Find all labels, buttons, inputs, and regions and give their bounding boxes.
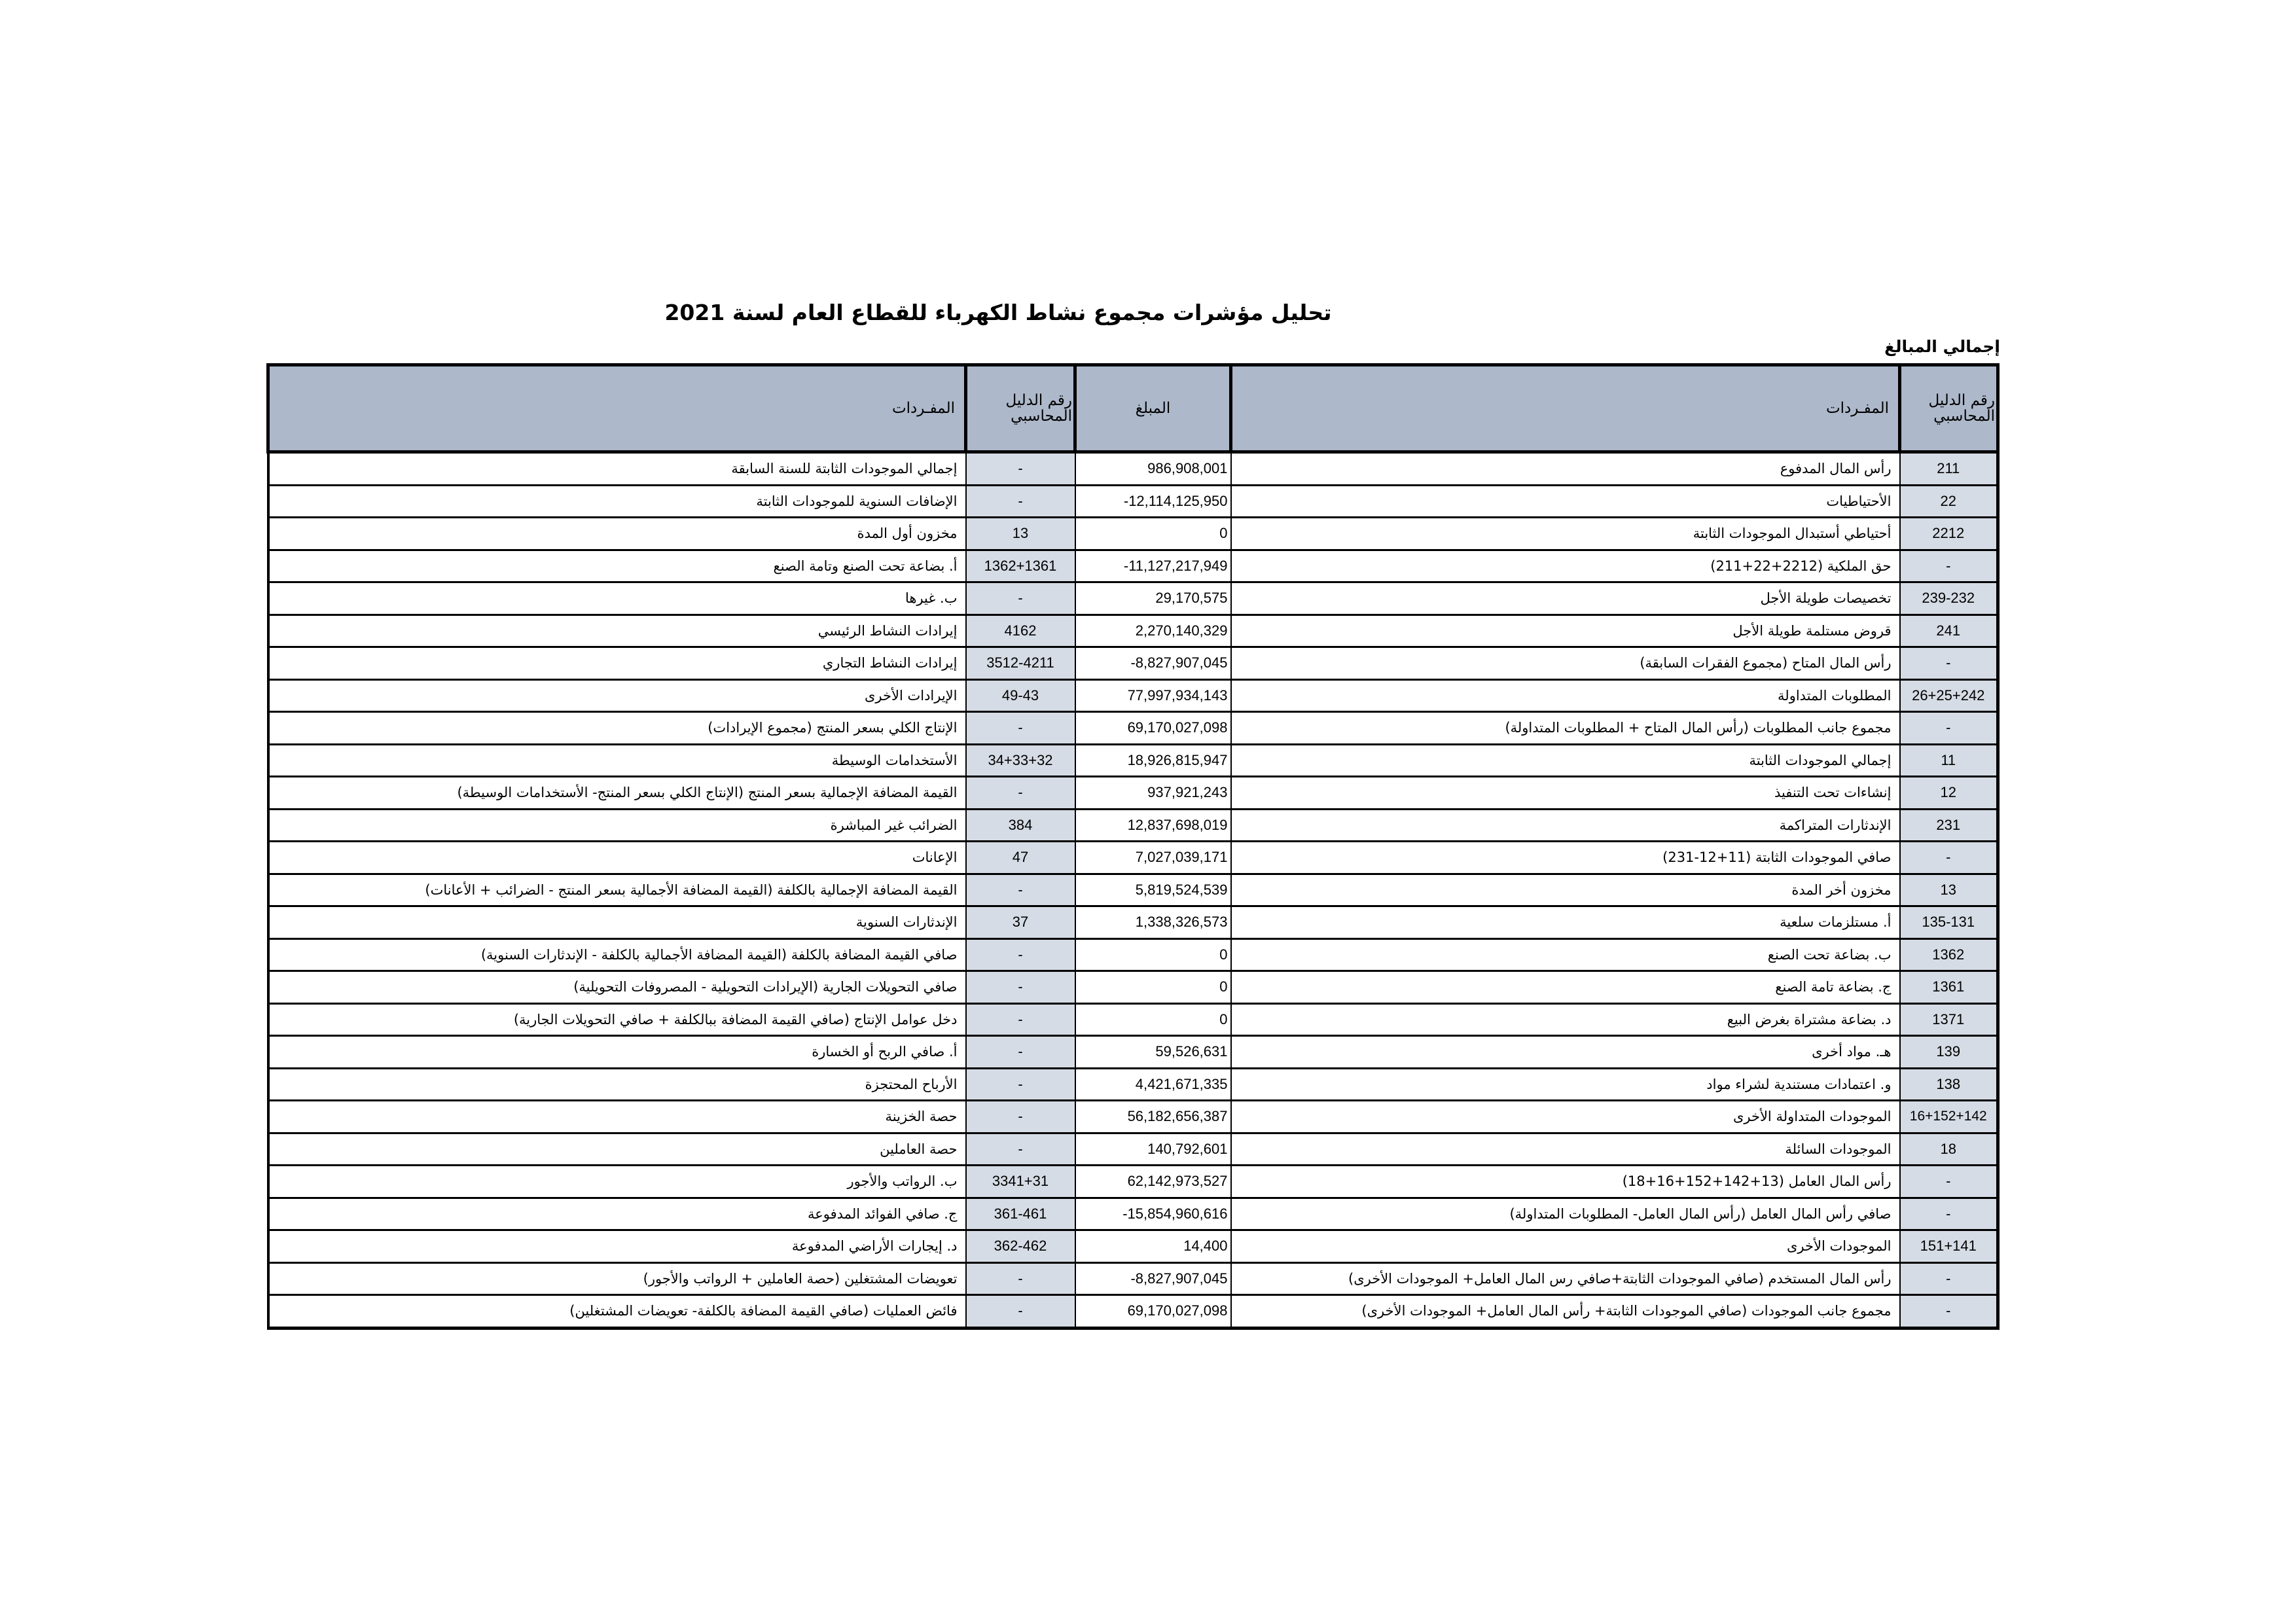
right-account-code-cell: 231: [1900, 809, 1998, 842]
right-item-cell: هـ. مواد أخرى: [1231, 1036, 1900, 1069]
amounts-caption: إجمالي المبالغ: [1884, 337, 2000, 356]
right-account-code-cell: 151+141: [1900, 1230, 1998, 1263]
header-right-account-code: رقم الدليل المحاسبي: [1900, 365, 1998, 452]
left-item-cell: إجمالي الموجودات الثابتة للسنة السابقة: [268, 452, 966, 486]
right-item-cell: و. اعتمادات مستندية لشراء مواد: [1231, 1068, 1900, 1101]
left-item-cell: القيمة المضافة الإجمالية بسعر المنتج (الإنتاج الكلي بسعر المنتج- الأستخدامات الوسيطة): [268, 777, 966, 810]
header-left-items: المفـردات: [268, 365, 966, 452]
left-item-cell: صافي القيمة المضافة بالكلفة (القيمة المضافة الأجمالية بالكلفة - الإندثارات السنوية): [268, 938, 966, 971]
right-account-code-cell: 211: [1900, 452, 1998, 486]
left-account-code-cell: -: [966, 1133, 1075, 1166]
left-account-code-cell: -: [966, 582, 1075, 615]
right-account-code-cell: 135-131: [1900, 906, 1998, 939]
left-item-cell: ج. صافي الفوائد المدفوعة: [268, 1198, 966, 1230]
left-account-code-cell: 1362+1361: [966, 550, 1075, 582]
table-row: [268, 777, 1998, 810]
right-item-cell: الإندثارات المتراكمة: [1231, 809, 1900, 842]
table-header-row: [268, 365, 1998, 452]
table-row: [268, 842, 1998, 874]
amount-cell: 0: [1075, 518, 1231, 550]
table-row: [268, 1198, 1998, 1230]
left-account-code-cell: -: [966, 1101, 1075, 1133]
right-account-code-cell: 22: [1900, 485, 1998, 518]
left-account-code-cell: 47: [966, 842, 1075, 874]
left-item-cell: الإندثارات السنوية: [268, 906, 966, 939]
table-row: [268, 1295, 1998, 1329]
right-item-cell: أ. مستلزمات سلعية: [1231, 906, 1900, 939]
right-item-cell: حق الملكية (2212+22+211): [1231, 550, 1900, 582]
left-item-cell: إيرادات النشاط التجاري: [268, 647, 966, 680]
right-account-code-cell: -: [1900, 1166, 1998, 1198]
table-row: [268, 550, 1998, 582]
left-item-cell: صافي التحويلات الجارية (الإيرادات التحويلية - المصروفات التحويلية): [268, 971, 966, 1004]
left-account-code-cell: -: [966, 971, 1075, 1004]
right-item-cell: الموجودات المتداولة الأخرى: [1231, 1101, 1900, 1133]
amount-cell: 77,997,934,143: [1075, 679, 1231, 712]
amount-cell: 12,837,698,019: [1075, 809, 1231, 842]
report-title: تحليل مؤشرات مجموع نشاط الكهرباء للقطاع العام لسنة 2021: [664, 300, 1332, 325]
right-account-code-cell: 1361: [1900, 971, 1998, 1004]
left-item-cell: أ. صافي الربح أو الخسارة: [268, 1036, 966, 1069]
table-row: [268, 485, 1998, 518]
right-item-cell: صافي الموجودات الثابتة (11+12-231): [1231, 842, 1900, 874]
right-account-code-cell: -: [1900, 712, 1998, 745]
amount-cell: 59,526,631: [1075, 1036, 1231, 1069]
right-item-cell: رأس المال المتاح (مجموع الفقرات السابقة): [1231, 647, 1900, 680]
right-item-cell: رأس المال العامل (13+142+152+16+18): [1231, 1166, 1900, 1198]
amount-cell: 0: [1075, 938, 1231, 971]
table-row: [268, 615, 1998, 647]
left-item-cell: دخل عوامل الإنتاج (صافي القيمة المضافة ببالكلفة + صافي التحويلات الجارية): [268, 1003, 966, 1036]
table-row: [268, 1101, 1998, 1133]
right-account-code-cell: 13: [1900, 874, 1998, 906]
left-account-code-cell: -: [966, 777, 1075, 810]
header-left-account-code: رقم الدليل المحاسبي: [966, 365, 1075, 452]
left-account-code-cell: 3341+31: [966, 1166, 1075, 1198]
amount-cell: 62,142,973,527: [1075, 1166, 1231, 1198]
left-account-code-cell: 13: [966, 518, 1075, 550]
right-item-cell: الموجودات الأخرى: [1231, 1230, 1900, 1263]
left-account-code-cell: -: [966, 1036, 1075, 1069]
left-item-cell: القيمة المضافة الإجمالية بالكلفة (القيمة المضافة الأجمالية بسعر المنتج - الضرائب + الأعانات): [268, 874, 966, 906]
right-item-cell: مخزون أخر المدة: [1231, 874, 1900, 906]
left-account-code-cell: 37: [966, 906, 1075, 939]
right-item-cell: مجموع جانب الموجودات (صافي الموجودات الثابتة+ رأس المال العامل+ الموجودات الأخرى): [1231, 1295, 1900, 1329]
left-account-code-cell: -: [966, 452, 1075, 486]
left-item-cell: الأستخدامات الوسيطة: [268, 744, 966, 777]
table-row: [268, 712, 1998, 745]
left-account-code-cell: 3512-4211: [966, 647, 1075, 680]
table-row: [268, 971, 1998, 1004]
table-row: [268, 809, 1998, 842]
table-row: [268, 1068, 1998, 1101]
table-row: [268, 679, 1998, 712]
amount-cell: 14,400: [1075, 1230, 1231, 1263]
left-item-cell: الإضافات السنوية للموجودات الثابتة: [268, 485, 966, 518]
amount-cell: 29,170,575: [1075, 582, 1231, 615]
indicators-table: [266, 363, 2000, 1330]
right-account-code-cell: -: [1900, 647, 1998, 680]
left-account-code-cell: 34+33+32: [966, 744, 1075, 777]
amount-cell: 69,170,027,098: [1075, 712, 1231, 745]
amount-cell: 140,792,601: [1075, 1133, 1231, 1166]
amount-cell: 0: [1075, 1003, 1231, 1036]
table-row: [268, 1230, 1998, 1263]
left-account-code-cell: -: [966, 1068, 1075, 1101]
right-account-code-cell: 11: [1900, 744, 1998, 777]
right-item-cell: الموجودات السائلة: [1231, 1133, 1900, 1166]
table-row: [268, 1003, 1998, 1036]
right-account-code-cell: -: [1900, 1198, 1998, 1230]
left-item-cell: إيرادات النشاط الرئيسي: [268, 615, 966, 647]
table-row: [268, 938, 1998, 971]
right-account-code-cell: 26+25+242: [1900, 679, 1998, 712]
left-account-code-cell: 384: [966, 809, 1075, 842]
left-item-cell: حصة الخزينة: [268, 1101, 966, 1133]
left-account-code-cell: -: [966, 938, 1075, 971]
right-account-code-cell: -: [1900, 1262, 1998, 1295]
right-item-cell: رأس المال المستخدم (صافي الموجودات الثابتة+صافي رس المال العامل+ الموجودات الأخرى): [1231, 1262, 1900, 1295]
right-account-code-cell: 138: [1900, 1068, 1998, 1101]
left-item-cell: ب. غيرها: [268, 582, 966, 615]
table-row: [268, 518, 1998, 550]
left-item-cell: الإيرادات الأخرى: [268, 679, 966, 712]
header-amount: المبلغ: [1075, 365, 1231, 452]
table-row: [268, 874, 1998, 906]
left-item-cell: ب. الرواتب والأجور: [268, 1166, 966, 1198]
right-item-cell: مجموع جانب المطلوبات (رأس المال المتاح + المطلوبات المتداولة): [1231, 712, 1900, 745]
left-account-code-cell: 49-43: [966, 679, 1075, 712]
left-account-code-cell: -: [966, 1295, 1075, 1329]
left-account-code-cell: -: [966, 485, 1075, 518]
amount-cell: 18,926,815,947: [1075, 744, 1231, 777]
table-row: [268, 647, 1998, 680]
left-account-code-cell: -: [966, 1262, 1075, 1295]
right-account-code-cell: -: [1900, 842, 1998, 874]
amount-cell: 1,338,326,573: [1075, 906, 1231, 939]
left-account-code-cell: 362-462: [966, 1230, 1075, 1263]
table-row: [268, 744, 1998, 777]
right-item-cell: المطلوبات المتداولة: [1231, 679, 1900, 712]
right-account-code-cell: 12: [1900, 777, 1998, 810]
right-item-cell: ب. بضاعة تحت الصنع: [1231, 938, 1900, 971]
left-item-cell: فائض العمليات (صافي القيمة المضافة بالكلفة- تعويضات المشتغلين): [268, 1295, 966, 1329]
right-account-code-cell: 1362: [1900, 938, 1998, 971]
right-item-cell: قروض مستلمة طويلة الأجل: [1231, 615, 1900, 647]
right-item-cell: ج. بضاعة تامة الصنع: [1231, 971, 1900, 1004]
left-item-cell: مخزون أول المدة: [268, 518, 966, 550]
header-right-items: المفـردات: [1231, 365, 1900, 452]
amount-cell: -8,827,907,045: [1075, 1262, 1231, 1295]
left-item-cell: الإعانات: [268, 842, 966, 874]
right-account-code-cell: 16+152+142: [1900, 1101, 1998, 1133]
table-row: [268, 582, 1998, 615]
table-row: [268, 906, 1998, 939]
table-row: [268, 1166, 1998, 1198]
right-account-code-cell: 2212: [1900, 518, 1998, 550]
right-item-cell: تخصيصات طويلة الأجل: [1231, 582, 1900, 615]
amount-cell: 56,182,656,387: [1075, 1101, 1231, 1133]
amount-cell: 937,921,243: [1075, 777, 1231, 810]
amount-cell: 69,170,027,098: [1075, 1295, 1231, 1329]
right-account-code-cell: 139: [1900, 1036, 1998, 1069]
right-account-code-cell: -: [1900, 550, 1998, 582]
right-item-cell: إجمالي الموجودات الثابتة: [1231, 744, 1900, 777]
amount-cell: 4,421,671,335: [1075, 1068, 1231, 1101]
right-item-cell: رأس المال المدفوع: [1231, 452, 1900, 486]
right-account-code-cell: 1371: [1900, 1003, 1998, 1036]
amount-cell: -11,127,217,949: [1075, 550, 1231, 582]
table-row: [268, 1262, 1998, 1295]
amount-cell: 5,819,524,539: [1075, 874, 1231, 906]
left-account-code-cell: -: [966, 1003, 1075, 1036]
left-item-cell: الإنتاج الكلي بسعر المنتج (مجموع الإيرادات): [268, 712, 966, 745]
left-item-cell: الضرائب غير المباشرة: [268, 809, 966, 842]
amount-cell: -12,114,125,950: [1075, 485, 1231, 518]
left-account-code-cell: 361-461: [966, 1198, 1075, 1230]
left-item-cell: حصة العاملين: [268, 1133, 966, 1166]
left-account-code-cell: 4162: [966, 615, 1075, 647]
right-account-code-cell: 239-232: [1900, 582, 1998, 615]
right-account-code-cell: 18: [1900, 1133, 1998, 1166]
left-item-cell: أ. بضاعة تحت الصنع وتامة الصنع: [268, 550, 966, 582]
amount-cell: -15,854,960,616: [1075, 1198, 1231, 1230]
amount-cell: 0: [1075, 971, 1231, 1004]
left-item-cell: د. إيجارات الأراضي المدفوعة: [268, 1230, 966, 1263]
amount-cell: 2,270,140,329: [1075, 615, 1231, 647]
amount-cell: -8,827,907,045: [1075, 647, 1231, 680]
table-row: [268, 1036, 1998, 1069]
amount-cell: 986,908,001: [1075, 452, 1231, 486]
table-row: [268, 1133, 1998, 1166]
right-account-code-cell: -: [1900, 1295, 1998, 1329]
right-item-cell: د. بضاعة مشتراة بغرض البيع: [1231, 1003, 1900, 1036]
left-account-code-cell: -: [966, 712, 1075, 745]
left-account-code-cell: -: [966, 874, 1075, 906]
left-item-cell: الأرباح المحتجزة: [268, 1068, 966, 1101]
right-item-cell: صافي رأس المال العامل (رأس المال العامل- المطلوبات المتداولة): [1231, 1198, 1900, 1230]
amount-cell: 7,027,039,171: [1075, 842, 1231, 874]
right-item-cell: الأحتياطيات: [1231, 485, 1900, 518]
left-item-cell: تعويضات المشتغلين (حصة العاملين + الرواتب والأجور): [268, 1262, 966, 1295]
right-item-cell: أحتياطي أستبدال الموجودات الثابتة: [1231, 518, 1900, 550]
right-item-cell: إنشاءات تحت التنفيذ: [1231, 777, 1900, 810]
table-row: [268, 452, 1998, 486]
right-account-code-cell: 241: [1900, 615, 1998, 647]
